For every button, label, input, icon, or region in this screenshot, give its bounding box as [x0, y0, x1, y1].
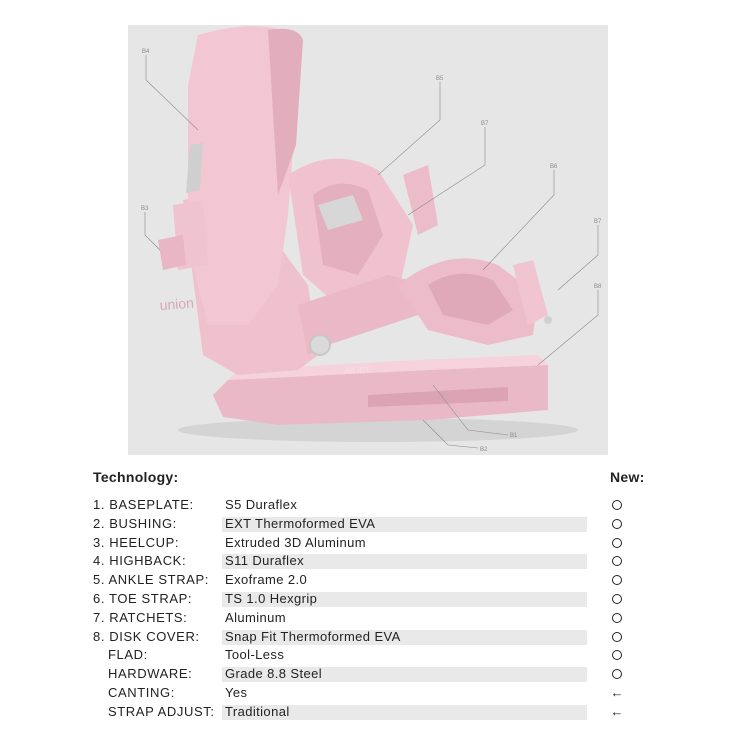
spec-value: S5 Duraflex [225, 497, 298, 512]
spec-label: 6. TOE STRAP: [93, 590, 193, 606]
model-mark: JULIET [343, 366, 370, 375]
callout-b4: B4 [142, 49, 150, 55]
spec-row [0, 703, 730, 722]
spec-label: CANTING: [108, 684, 175, 700]
new-heading: New: [610, 469, 645, 485]
spec-label: FLAD: [108, 647, 148, 663]
arrow-left-icon: ← [610, 684, 624, 700]
spec-row [0, 571, 730, 590]
spec-row [0, 684, 730, 703]
spec-row [0, 590, 730, 609]
spec-label: STRAP ADJUST: [108, 703, 215, 719]
spec-label: 4. HIGHBACK: [93, 553, 187, 569]
spec-label: 3. HEELCUP: [93, 534, 180, 550]
spec-label: 8. DISK COVER: [93, 628, 200, 644]
product-photo [128, 25, 608, 455]
spec-label: HARDWARE: [108, 666, 193, 682]
new-circle-icon [610, 630, 624, 644]
new-circle-icon [610, 498, 624, 512]
binding-illustration [128, 25, 608, 455]
spec-row [0, 552, 730, 571]
spec-value: Tool-Less [225, 647, 285, 663]
spec-row [0, 609, 730, 628]
technology-heading: Technology: [93, 469, 179, 485]
brand-mark: union [159, 294, 195, 313]
callout-b3: B3 [141, 206, 149, 212]
callout-b7-right: B7 [594, 219, 602, 225]
callout-b8: B8 [594, 284, 602, 290]
spec-table [0, 496, 730, 722]
spec-row [0, 534, 730, 553]
spec-value: Snap Fit Thermoformed EVA [225, 628, 401, 644]
spec-value: Extruded 3D Aluminum [225, 534, 366, 550]
spec-row [0, 628, 730, 647]
spec-value: S11 Duraflex [225, 553, 304, 569]
new-circle-icon [610, 554, 624, 568]
callout-b2: B2 [480, 447, 488, 453]
callout-b5: B5 [436, 76, 444, 82]
spec-value: TS 1.0 Hexgrip [225, 590, 318, 606]
spec-label: 2. BUSHING: [93, 515, 177, 531]
spec-value: Aluminum [225, 609, 286, 625]
new-circle-icon [610, 592, 624, 606]
spec-value: Yes [225, 684, 248, 700]
new-circle-icon [610, 611, 624, 625]
spec-row [0, 646, 730, 665]
spec-label: 5. ANKLE STRAP: [93, 572, 209, 588]
spec-value: EXT Thermoformed EVA [225, 515, 376, 531]
spec-value: Grade 8.8 Steel [225, 666, 323, 682]
callout-b7: B7 [481, 121, 489, 127]
new-circle-icon [610, 517, 624, 531]
arrow-left-icon: ← [610, 703, 624, 719]
spec-label: 1. BASEPLATE: [93, 497, 194, 512]
spec-row [0, 665, 730, 684]
new-circle-icon [610, 536, 624, 550]
new-circle-icon [610, 667, 624, 681]
spec-value: Traditional [225, 703, 290, 719]
spec-row [0, 496, 730, 515]
spec-label: 7. RATCHETS: [93, 609, 188, 625]
new-circle-icon [610, 573, 624, 587]
new-circle-icon [610, 648, 624, 662]
callout-b6: B6 [550, 164, 558, 170]
callout-b1: B1 [510, 433, 518, 439]
spec-row [0, 515, 730, 534]
spec-value: Exoframe 2.0 [225, 572, 308, 588]
